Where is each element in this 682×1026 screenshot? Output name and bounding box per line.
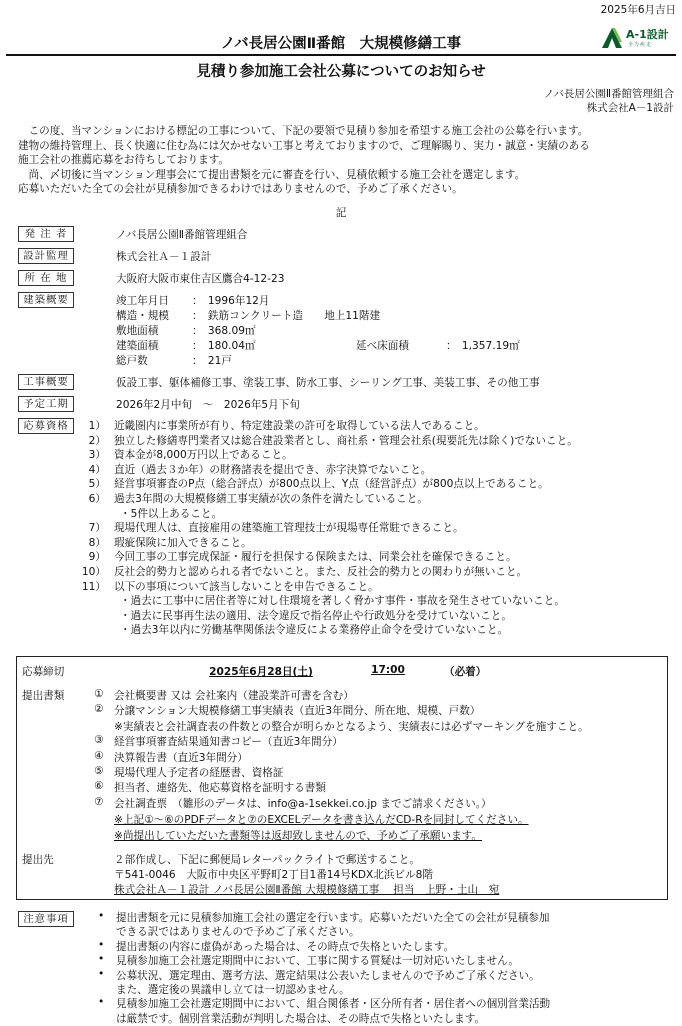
qualification-item: [78, 476, 668, 491]
issue-date: 2025年6月吉日: [600, 4, 676, 16]
intro-line: 尚、〆切後に当マンション理事会にて提出書類を元に審査を行い、見積依頼する施工会社を選定します。: [18, 168, 526, 181]
bullet-icon: •: [98, 938, 105, 951]
qualification-text: 反社会的勢力と認められる者でないこと。また、反社会的勢力との関わりが無いこと。: [114, 565, 528, 578]
qualification-text: 瑕疵保険に加入できること。: [114, 536, 252, 549]
qualification-text: ・過去3年以内に労働基準関係法令違反による業務停止命令を受けていないこと。: [120, 624, 509, 637]
qualification-number: 10）: [81, 565, 106, 578]
document-number: ③: [94, 734, 104, 747]
qualification-number: 6）: [88, 492, 106, 505]
document-number: ①: [94, 688, 104, 700]
qualifications-list: [78, 418, 668, 637]
qualification-item: [78, 462, 668, 477]
floor-area-label: 延べ床面積: [356, 340, 409, 352]
qualification-item: [78, 520, 668, 535]
note-text: 提出書類を元に見積参加施工会社の選定を行います。応募いただいた全ての会社が見積参加: [116, 912, 550, 924]
note-text: 見積参加施工会社選定期間中において、組合関係者・区分所有者・居住者への個別営業活動: [116, 998, 551, 1011]
qualification-item: [78, 418, 668, 433]
document-text: 決算報告書（直近3年間分）: [114, 751, 248, 764]
qualification-item: [78, 506, 668, 521]
qualification-text: 過去3年間の大規模修繕工事実績が次の条件を満たしていること。: [114, 492, 428, 505]
note-item: [98, 982, 668, 996]
document-text: 分譲マンション大規模修繕工事実績表（直近3年間分、所在地、規模、戸数）: [114, 705, 481, 718]
submit-method: ２部作成し、下記に郵便局レターパックライトで郵送すること。: [114, 854, 420, 866]
qualification-text: 資本金が8,000万円以上であること。: [114, 449, 293, 462]
note-text: 見積参加施工会社選定期間中において、工事に関する質疑は一切対応いたしません。: [116, 955, 519, 968]
building-label: 建築概要: [18, 292, 74, 308]
qualification-item: [78, 549, 668, 564]
header-rule: [6, 54, 676, 56]
document-text: 会社概要書 又は 会社案内（建設業許可書を含む）: [114, 690, 354, 702]
document-item: [94, 688, 664, 703]
note-item: [98, 924, 668, 938]
document-number: ⑦: [94, 795, 104, 808]
documents-note-cdr: ※上記①～⑥のPDFデータと⑦のEXCELデータを書き込んだCD-Rを同封してください。: [114, 814, 529, 826]
owner-label: 発 注 者: [18, 226, 74, 242]
completed-value: ： 1996年12月: [192, 295, 270, 307]
qualification-text: 現場代理人は、直接雇用の建築施工管理技士が現場専任常駐できること。: [114, 522, 464, 535]
document-text: 経営事項審査結果通知書コピー（直近3年間分）: [114, 736, 343, 749]
document-item: [94, 796, 664, 811]
document-number: ④: [94, 749, 104, 762]
note-item: [98, 996, 668, 1010]
note-item: [98, 939, 668, 953]
document-text: 会社調査票 （雛形のデータは、info@a-1sekkei.co.jp までご請求ください。）: [114, 797, 492, 810]
bullet-icon: •: [98, 967, 105, 980]
company-logo: [600, 24, 680, 54]
schedule-label: 予定工期: [18, 396, 74, 412]
qualifications-label: 応募資格: [18, 418, 74, 434]
qualification-number: 8）: [88, 536, 106, 549]
ki-heading: 記: [335, 207, 347, 219]
document-text: 担当者、連絡先、他応募資格を証明する書類: [114, 782, 326, 795]
qualification-number: 7）: [88, 522, 106, 535]
site-area-label: 敷地面積: [116, 325, 159, 337]
note-item: [98, 910, 668, 924]
documents-note-return: ※尚提出していただいた書類等は返却致しませんので、予めご了承願います。: [114, 830, 483, 842]
building-area-label: 建築面積: [116, 340, 159, 352]
document-item: [94, 734, 664, 749]
owner-value: ノバ長居公園Ⅱ番館管理組合: [116, 229, 248, 241]
supervisor-value: 株式会社Ａ－１設計: [116, 251, 212, 263]
floor-area-value: ： 1,357.19㎡: [446, 340, 520, 352]
structure-label: 構造・規模: [116, 310, 169, 322]
qualification-text: 独立した修繕専門業者又は総合建設業者とし、商社系・管理会社系(現要託先は除く)でないこと。: [114, 434, 578, 447]
logo-tagline: 全力疾走: [628, 42, 653, 48]
units-value: ： 21戸: [192, 355, 232, 367]
note-text: また、選定後の異議申し立ては一切認めません。: [116, 983, 350, 996]
submit-recipient: 株式会社Ａ－１設計 ノバ長居公園Ⅱ番館 大規模修繕工事 担当 上野・土山 宛: [114, 884, 500, 896]
documents-label: 提出書類: [22, 690, 65, 702]
location-value: 大阪府大阪市東住吉区鷹合4-12-23: [116, 273, 285, 285]
qualification-text: ・過去に工事中に居住者等に対し住環境を著しく脅かす事件・事故を発生させていないこと。: [120, 595, 565, 608]
logo-name: A-1設計: [626, 28, 669, 41]
supervisor-label: 設計監理: [18, 248, 74, 264]
document-item: [94, 719, 664, 734]
note-text: できる訳ではありませんので予めご了承ください。: [116, 926, 360, 939]
document-item: [94, 750, 664, 765]
qualification-text: 直近（過去３か年）の財務諸表を提出でき、赤字決算でないこと。: [114, 463, 432, 476]
intro-line: 応募いただいた全ての会社が見積参加できるわけではありませんので、予めご了承ください。: [18, 183, 463, 196]
note-item: [98, 968, 668, 982]
document-subtitle: 見積り参加施工会社公募についてのお知らせ: [196, 64, 486, 80]
qualification-item: [78, 593, 668, 608]
document-number: ②: [94, 703, 104, 716]
document-text: 現場代理人予定者の経歴書、資格証: [114, 766, 284, 779]
note-item: [98, 1011, 668, 1025]
document-number: ⑥: [94, 780, 104, 793]
qualification-text: 今回工事の工事完成保証・履行を担保する保険または、同業会社を確保できること。: [114, 551, 517, 564]
document-text: ※実績表と会社調査表の件数との整合が明らかとなるよう、実績表には必ずマーキングを施すこと。: [114, 720, 589, 733]
qualification-number: 3）: [88, 449, 106, 462]
qualification-item: [78, 608, 668, 623]
qualification-item: [78, 564, 668, 579]
note-text: 公募状況、選定理由、選考方法、選定結果は公表いたしませんので予めご了承ください。: [116, 969, 540, 982]
notes-label: 注意事項: [18, 911, 74, 927]
site-area-value: ： 368.09㎡: [192, 325, 256, 337]
qualification-item: [78, 447, 668, 462]
issuer-association: ノバ長居公園Ⅱ番館管理組合: [543, 88, 674, 100]
document-item: [94, 780, 664, 795]
document-item: [94, 703, 664, 718]
deadline-label: 応募締切: [22, 666, 65, 678]
qualification-number: 4）: [88, 463, 106, 476]
qualification-item: [78, 491, 668, 506]
schedule-value: 2026年2月中旬 ～ 2026年5月下旬: [116, 399, 300, 411]
qualification-number: 5）: [88, 478, 106, 491]
document-item: [94, 765, 664, 780]
document-title: ノバ長居公園Ⅱ番館 大規模修繕工事: [220, 36, 462, 52]
qualification-number: 1）: [88, 420, 106, 432]
qualification-text: ・過去に民事再生法の適用、法令違反で指名停止や行政処分を受けていないこと。: [120, 609, 512, 622]
qualification-item: [78, 433, 668, 448]
qualification-number: 9）: [88, 551, 106, 564]
work-label: 工事概要: [18, 374, 74, 390]
deadline-note: （必着）: [444, 666, 487, 678]
documents-list: [94, 688, 664, 811]
intro-line: この度、当マンションにおける標記の工事について、下記の要領で見積り参加を希望する施工会社の公募を行います。: [18, 125, 589, 137]
work-value: 仮設工事、躯体補修工事、塗装工事、防水工事、シーリング工事、美装工事、その他工事: [116, 377, 540, 389]
bullet-icon: •: [98, 910, 105, 922]
note-text: は厳禁です。個別営業活動が判明した場合は、その時点で失格といたします。: [116, 1012, 486, 1025]
intro-paragraph: [18, 124, 678, 197]
submit-address: 〒541-0046 大阪市中央区平野町2丁目1番14号KDX北浜ビル8階: [114, 869, 433, 881]
notes-list: [98, 910, 668, 1025]
intro-line: 建物の維持管理上、長く快適に住む為には欠かせない工事と考えておりますので、ご理解賜り、実力・誠意・実績のある: [18, 139, 590, 152]
intro-line: 施工会社の推薦応募をお待ちしております。: [18, 154, 230, 167]
building-area-value: ： 180.04㎡: [192, 340, 256, 352]
qualification-text: 経営事項審査のP点（総合評点）が800点以上、Y点（経営評点）が800点以上であること。: [114, 478, 549, 491]
location-label: 所 在 地: [18, 270, 74, 286]
deadline-time: 17:00: [371, 664, 405, 676]
qualification-item: [78, 579, 668, 594]
completed-label: 竣工年月日: [116, 295, 169, 307]
qualification-number: 2）: [88, 434, 106, 447]
note-item: [98, 953, 668, 967]
note-text: 提出書類の内容に虚偽があった場合は、その時点で失格といたします。: [116, 940, 455, 953]
qualification-text: 以下の事項について該当しないことを申告できること。: [114, 580, 379, 593]
issuer-company: 株式会社A－1設計: [586, 102, 674, 114]
document-number: ⑤: [94, 764, 104, 777]
submit-label: 提出先: [22, 854, 54, 866]
structure-value: ： 鉄筋コンクリート造 地上11階建: [192, 310, 381, 322]
bullet-icon: •: [98, 996, 105, 1009]
deadline-date: 2025年6月28日(土): [209, 666, 313, 678]
qualification-item: [78, 535, 668, 550]
logo-mark-icon: [600, 26, 624, 48]
qualification-number: 11）: [81, 580, 106, 593]
qualification-text: 近畿圏内に事業所が有り、特定建設業の許可を取得している法人であること。: [114, 420, 485, 432]
bullet-icon: •: [98, 953, 105, 966]
qualification-text: ・5件以上あること。: [120, 507, 223, 520]
qualification-item: [78, 622, 668, 637]
units-label: 総戸数: [116, 355, 148, 367]
